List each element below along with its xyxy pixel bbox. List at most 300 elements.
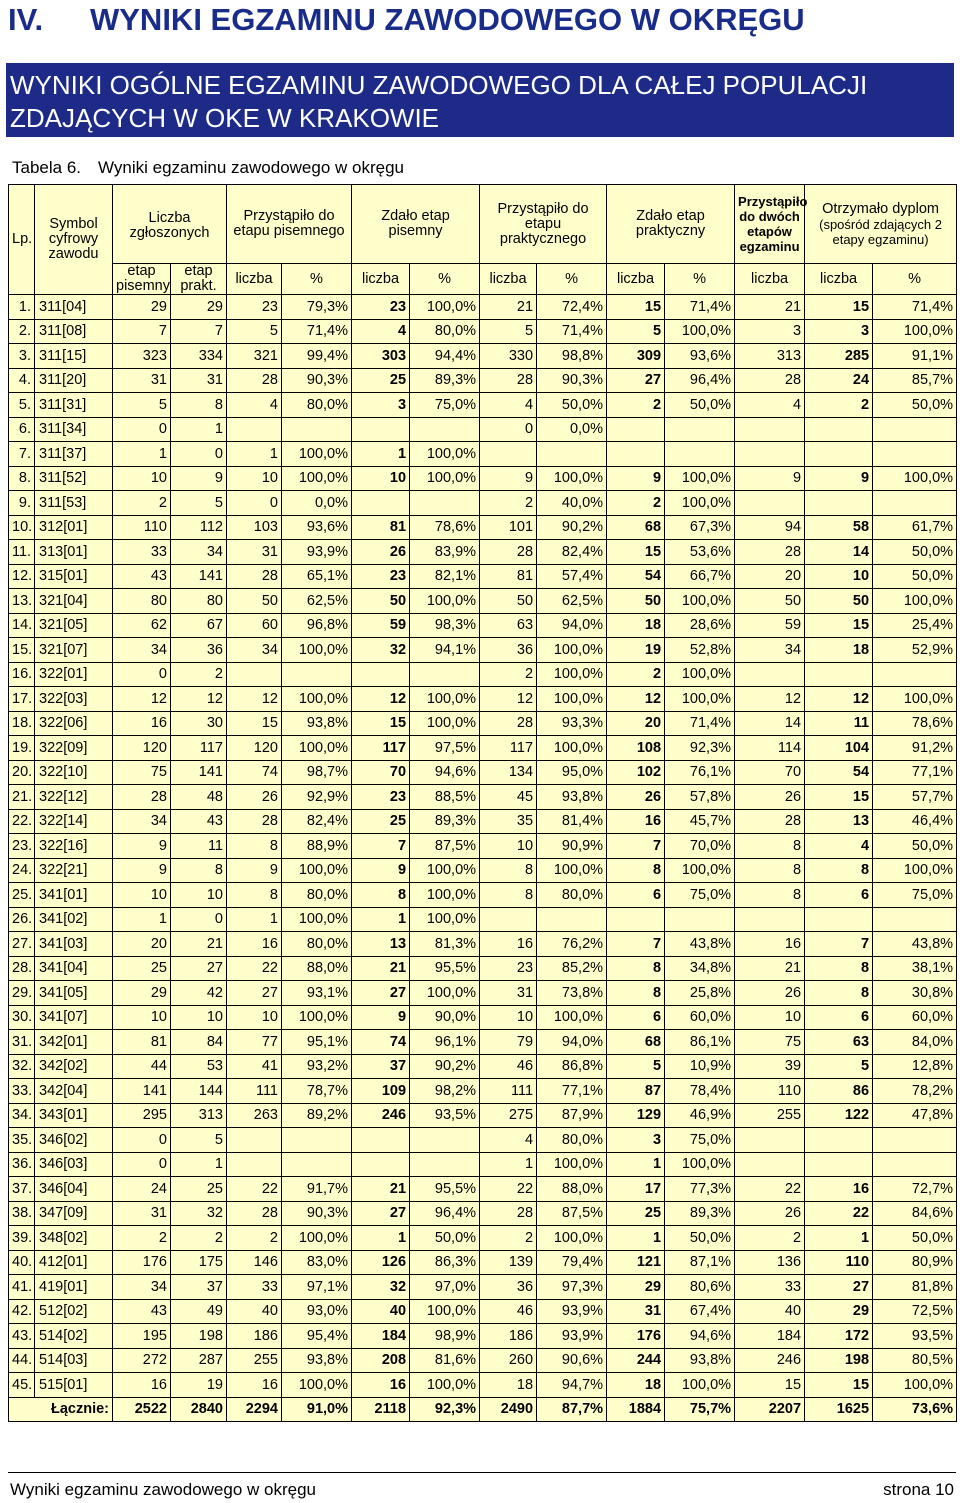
table-cell: 100,0% [282, 1226, 352, 1251]
table-cell: 82,4% [282, 809, 352, 834]
section-heading [8, 2, 805, 38]
table-cell: 97,1% [282, 1275, 352, 1300]
table-cell: 100,0% [282, 466, 352, 491]
table-cell: 8 [735, 834, 805, 859]
table-cell: 85,7% [873, 368, 957, 393]
table-cell: 100,0% [282, 907, 352, 932]
table-cell: 81,8% [873, 1275, 957, 1300]
table-cell: 112 [171, 515, 227, 540]
table-row [9, 1275, 957, 1300]
table-cell: 100,0% [665, 319, 735, 344]
row-number: 10. [9, 515, 35, 540]
table-cell: 100,0% [537, 858, 607, 883]
table-cell: 81,6% [410, 1348, 480, 1373]
table-cell: 77 [227, 1030, 282, 1055]
row-number: 4. [9, 368, 35, 393]
table-row [9, 1177, 957, 1202]
table-cell: 16 [352, 1373, 410, 1398]
table-row [9, 368, 957, 393]
table-cell: 63 [805, 1030, 873, 1055]
profession-symbol: 322[09] [35, 736, 113, 761]
table-cell: 117 [480, 736, 537, 761]
row-number: 38. [9, 1201, 35, 1226]
table-cell: 93,3% [537, 711, 607, 736]
table-cell: 5 [171, 491, 227, 516]
table-cell [282, 662, 352, 687]
table-cell: 100,0% [410, 883, 480, 908]
table-row [9, 1128, 957, 1153]
table-cell: 330 [480, 344, 537, 369]
table-cell: 15 [805, 613, 873, 638]
table-cell: 255 [735, 1103, 805, 1128]
table-cell: 85,2% [537, 956, 607, 981]
table-cell: 58 [805, 515, 873, 540]
table-cell: 8 [227, 834, 282, 859]
table-row [9, 981, 957, 1006]
table-cell: 54 [607, 564, 665, 589]
table-cell: 34,8% [665, 956, 735, 981]
table-cell: 50 [607, 589, 665, 614]
table-cell: 80,0% [282, 393, 352, 418]
table-cell: 16 [607, 809, 665, 834]
header-przystapilo-dwa-etapy: Przystąpiło do dwóch etapów egzaminu [735, 185, 805, 264]
table-cell: 50,0% [410, 1226, 480, 1251]
table-cell: 23 [352, 295, 410, 320]
table-cell: 23 [352, 785, 410, 810]
profession-symbol: 341[02] [35, 907, 113, 932]
table-cell: 16 [805, 1177, 873, 1202]
table-cell: 22 [480, 1177, 537, 1202]
row-number: 42. [9, 1299, 35, 1324]
row-number: 33. [9, 1079, 35, 1104]
profession-symbol: 515[01] [35, 1373, 113, 1398]
table-cell: 9 [805, 466, 873, 491]
table-cell [873, 1128, 957, 1153]
table-cell: 98,7% [282, 760, 352, 785]
table-cell: 67,4% [665, 1299, 735, 1324]
table-cell: 18 [607, 1373, 665, 1398]
table-cell: 88,9% [282, 834, 352, 859]
row-number: 18. [9, 711, 35, 736]
table-cell: 12 [607, 687, 665, 712]
row-number: 37. [9, 1177, 35, 1202]
table-cell [410, 662, 480, 687]
table-cell: 52,9% [873, 638, 957, 663]
table-row [9, 393, 957, 418]
table-cell: 94 [735, 515, 805, 540]
table-cell: 5 [805, 1054, 873, 1079]
table-row [9, 1103, 957, 1128]
profession-symbol: 311[34] [35, 417, 113, 442]
table-row [9, 883, 957, 908]
table-cell: 4 [735, 393, 805, 418]
table-cell: 88,0% [537, 1177, 607, 1202]
table-cell [607, 417, 665, 442]
table-cell: 10 [113, 1005, 171, 1030]
table-cell: 86 [805, 1079, 873, 1104]
table-cell: 141 [171, 760, 227, 785]
table-cell: 129 [607, 1103, 665, 1128]
table-cell: 28,6% [665, 613, 735, 638]
total-label: Łącznie: [9, 1397, 113, 1422]
table-cell: 8 [735, 858, 805, 883]
table-cell: 45,7% [665, 809, 735, 834]
table-cell: 5 [227, 319, 282, 344]
table-cell: 82,1% [410, 564, 480, 589]
table-cell [735, 442, 805, 467]
table-cell: 3 [607, 1128, 665, 1153]
table-cell: 21 [352, 1177, 410, 1202]
total-cell: 73,6% [873, 1397, 957, 1422]
table-row [9, 1348, 957, 1373]
table-cell: 10 [227, 1005, 282, 1030]
table-cell: 1 [171, 1152, 227, 1177]
table-cell: 87,5% [410, 834, 480, 859]
table-cell [805, 1152, 873, 1177]
table-cell: 42 [171, 981, 227, 1006]
row-number: 19. [9, 736, 35, 761]
table-cell: 186 [227, 1324, 282, 1349]
table-cell [805, 1128, 873, 1153]
table-cell [352, 662, 410, 687]
table-cell: 34 [735, 638, 805, 663]
table-row [9, 1324, 957, 1349]
table-cell: 50,0% [873, 1226, 957, 1251]
table-cell: 126 [352, 1250, 410, 1275]
table-cell: 321 [227, 344, 282, 369]
table-cell: 80 [113, 589, 171, 614]
table-cell: 50,0% [665, 1226, 735, 1251]
profession-symbol: 348[02] [35, 1226, 113, 1251]
total-cell: 1884 [607, 1397, 665, 1422]
table-row [9, 760, 957, 785]
total-cell: 2118 [352, 1397, 410, 1422]
table-cell: 110 [735, 1079, 805, 1104]
table-cell: 9 [113, 834, 171, 859]
table-cell: 8 [805, 956, 873, 981]
table-cell: 78,2% [873, 1079, 957, 1104]
table-cell: 70,0% [665, 834, 735, 859]
row-number: 43. [9, 1324, 35, 1349]
table-cell: 120 [113, 736, 171, 761]
row-number: 45. [9, 1373, 35, 1398]
table-cell: 97,0% [410, 1275, 480, 1300]
total-cell: 2490 [480, 1397, 537, 1422]
total-cell: 2207 [735, 1397, 805, 1422]
table-cell: 100,0% [665, 1373, 735, 1398]
table-cell: 285 [805, 344, 873, 369]
profession-symbol: 311[31] [35, 393, 113, 418]
table-cell: 29 [607, 1275, 665, 1300]
table-cell: 75 [735, 1030, 805, 1055]
table-cell: 96,4% [665, 368, 735, 393]
table-cell: 22 [735, 1177, 805, 1202]
table-row [9, 466, 957, 491]
table-cell: 80,5% [873, 1348, 957, 1373]
table-cell: 8 [227, 883, 282, 908]
table-cell [665, 442, 735, 467]
table-cell: 0 [113, 1152, 171, 1177]
row-number: 13. [9, 589, 35, 614]
table-cell: 100,0% [873, 1373, 957, 1398]
table-cell: 88,0% [282, 956, 352, 981]
header-otrzymalo [805, 185, 957, 264]
total-cell: 87,7% [537, 1397, 607, 1422]
profession-symbol: 341[04] [35, 956, 113, 981]
table-cell: 80,0% [410, 319, 480, 344]
table-cell: 10 [171, 1005, 227, 1030]
table-cell: 100,0% [873, 466, 957, 491]
table-cell: 89,3% [410, 809, 480, 834]
table-cell: 334 [171, 344, 227, 369]
table-cell: 45 [480, 785, 537, 810]
table-cell: 0 [113, 1128, 171, 1153]
table-cell: 71,4% [537, 319, 607, 344]
table-cell: 287 [171, 1348, 227, 1373]
table-cell: 4 [805, 834, 873, 859]
table-cell: 117 [171, 736, 227, 761]
table-row [9, 417, 957, 442]
table-cell: 34 [171, 540, 227, 565]
table-row [9, 1250, 957, 1275]
table-cell: 46 [480, 1054, 537, 1079]
table-cell [352, 491, 410, 516]
table-cell: 20 [113, 932, 171, 957]
table-cell: 94,4% [410, 344, 480, 369]
table-cell: 80,0% [282, 932, 352, 957]
table-cell: 31 [480, 981, 537, 1006]
table-cell: 111 [480, 1079, 537, 1104]
table-cell: 71,4% [665, 711, 735, 736]
table-cell: 93,6% [665, 344, 735, 369]
subheader-cell: liczba [735, 264, 805, 295]
table-cell: 27 [171, 956, 227, 981]
table-cell: 9 [480, 466, 537, 491]
table-cell: 80,9% [873, 1250, 957, 1275]
table-cell [735, 907, 805, 932]
table-cell: 9 [352, 858, 410, 883]
table-cell: 33 [735, 1275, 805, 1300]
table-cell: 78,4% [665, 1079, 735, 1104]
table-cell: 23 [227, 295, 282, 320]
table-cell: 9 [352, 1005, 410, 1030]
table-cell: 40 [735, 1299, 805, 1324]
table-cell: 36 [480, 1275, 537, 1300]
table-cell: 91,7% [282, 1177, 352, 1202]
table-cell: 100,0% [282, 638, 352, 663]
profession-symbol: 341[07] [35, 1005, 113, 1030]
table-cell: 186 [480, 1324, 537, 1349]
table-cell: 71,4% [665, 295, 735, 320]
table-cell: 62,5% [537, 589, 607, 614]
header-etap-pisemny: etap pisemny [113, 264, 171, 295]
table-cell: 100,0% [410, 466, 480, 491]
table-cell: 100,0% [665, 858, 735, 883]
profession-symbol: 311[52] [35, 466, 113, 491]
row-number: 22. [9, 809, 35, 834]
table-cell: 79,4% [537, 1250, 607, 1275]
table-cell: 71,4% [282, 319, 352, 344]
row-number: 35. [9, 1128, 35, 1153]
row-number: 16. [9, 662, 35, 687]
row-number: 39. [9, 1226, 35, 1251]
row-number: 27. [9, 932, 35, 957]
table-cell: 100,0% [537, 687, 607, 712]
table-cell: 40 [227, 1299, 282, 1324]
table-cell: 27 [805, 1275, 873, 1300]
table-cell: 9 [113, 858, 171, 883]
table-cell: 100,0% [282, 1005, 352, 1030]
table-cell: 198 [171, 1324, 227, 1349]
table-cell: 13 [352, 932, 410, 957]
table-cell: 31 [607, 1299, 665, 1324]
table-cell: 57,8% [665, 785, 735, 810]
total-cell: 92,3% [410, 1397, 480, 1422]
table-row [9, 1299, 957, 1324]
table-cell: 141 [113, 1079, 171, 1104]
table-cell: 76,1% [665, 760, 735, 785]
table-cell: 60,0% [873, 1005, 957, 1030]
table-cell: 79 [480, 1030, 537, 1055]
table-cell: 15 [607, 295, 665, 320]
table-cell: 28 [113, 785, 171, 810]
table-cell: 100,0% [282, 687, 352, 712]
table-cell: 21 [735, 956, 805, 981]
profession-symbol: 341[03] [35, 932, 113, 957]
table-cell: 84,0% [873, 1030, 957, 1055]
total-cell: 75,7% [665, 1397, 735, 1422]
table-cell: 46,9% [665, 1103, 735, 1128]
table-cell: 71,4% [873, 295, 957, 320]
subheader-cell: % [410, 264, 480, 295]
header-zdalo-praktyczny: Zdało etap praktyczny [607, 185, 735, 264]
table-cell: 103 [227, 515, 282, 540]
table-cell: 75,0% [665, 1128, 735, 1153]
table-cell: 10 [171, 883, 227, 908]
table-row [9, 1201, 957, 1226]
table-cell: 73,8% [537, 981, 607, 1006]
table-cell: 86,1% [665, 1030, 735, 1055]
table-cell: 146 [227, 1250, 282, 1275]
subheading: WYNIKI OGÓLNE EGZAMINU ZAWODOWEGO DLA CAŁEJ POPULACJI ZDAJĄCYCH W OKE W KRAKOWIE [10, 70, 868, 133]
table-cell: 40 [352, 1299, 410, 1324]
table-cell [735, 1152, 805, 1177]
table-cell: 91,1% [873, 344, 957, 369]
table-cell: 96,8% [282, 613, 352, 638]
table-cell: 1 [113, 442, 171, 467]
table-row [9, 1226, 957, 1251]
table-cell: 21 [735, 295, 805, 320]
table-cell: 60,0% [665, 1005, 735, 1030]
table-row [9, 491, 957, 516]
table-cell: 83,0% [282, 1250, 352, 1275]
table-cell: 10 [735, 1005, 805, 1030]
table-cell [873, 662, 957, 687]
profession-symbol: 322[14] [35, 809, 113, 834]
table-cell: 93,8% [282, 1348, 352, 1373]
table-body [9, 295, 957, 1422]
table-cell [227, 1152, 282, 1177]
table-row [9, 1152, 957, 1177]
table-cell: 79,3% [282, 295, 352, 320]
table-cell: 4 [480, 393, 537, 418]
table-cell: 90,0% [410, 1005, 480, 1030]
table-cell: 68 [607, 1030, 665, 1055]
table-cell [873, 442, 957, 467]
table-cell [873, 417, 957, 442]
table-cell [352, 1128, 410, 1153]
row-number: 24. [9, 858, 35, 883]
table-caption-label: Tabela 6. [12, 158, 81, 177]
table-cell: 6 [805, 1005, 873, 1030]
profession-symbol: 346[03] [35, 1152, 113, 1177]
table-cell: 32 [171, 1201, 227, 1226]
table-cell: 100,0% [665, 1152, 735, 1177]
profession-symbol: 512[02] [35, 1299, 113, 1324]
subheader-cell: % [873, 264, 957, 295]
profession-symbol: 341[05] [35, 981, 113, 1006]
table-cell: 82,4% [537, 540, 607, 565]
profession-symbol: 322[10] [35, 760, 113, 785]
profession-symbol: 419[01] [35, 1275, 113, 1300]
table-cell: 5 [607, 1054, 665, 1079]
table-cell: 36 [480, 638, 537, 663]
table-cell: 63 [480, 613, 537, 638]
table-cell: 100,0% [410, 1299, 480, 1324]
table-cell: 121 [607, 1250, 665, 1275]
table-cell: 70 [352, 760, 410, 785]
table-cell: 272 [113, 1348, 171, 1373]
table-cell: 184 [735, 1324, 805, 1349]
table-cell: 100,0% [873, 687, 957, 712]
table-cell: 1 [480, 1152, 537, 1177]
table-cell: 100,0% [537, 1226, 607, 1251]
row-number: 29. [9, 981, 35, 1006]
table-cell: 89,3% [410, 368, 480, 393]
table-cell: 95,4% [282, 1324, 352, 1349]
table-cell: 16 [113, 1373, 171, 1398]
table-cell: 81,4% [537, 809, 607, 834]
table-cell: 1 [352, 1226, 410, 1251]
table-cell: 9 [607, 466, 665, 491]
table-cell: 22 [227, 1177, 282, 1202]
table-cell: 175 [171, 1250, 227, 1275]
table-cell [607, 907, 665, 932]
table-cell [805, 491, 873, 516]
table-cell: 68 [607, 515, 665, 540]
table-row [9, 956, 957, 981]
table-cell [282, 1152, 352, 1177]
subheader-cell: % [665, 264, 735, 295]
table-cell: 9 [227, 858, 282, 883]
table-cell: 50,0% [665, 393, 735, 418]
table-cell: 93,9% [537, 1299, 607, 1324]
table-cell: 8 [607, 858, 665, 883]
profession-symbol: 322[06] [35, 711, 113, 736]
row-number: 20. [9, 760, 35, 785]
table-cell: 95,1% [282, 1030, 352, 1055]
row-number: 7. [9, 442, 35, 467]
table-cell: 16 [480, 932, 537, 957]
table-cell [282, 1128, 352, 1153]
footer-rule [8, 1472, 956, 1473]
table-cell: 100,0% [410, 295, 480, 320]
table-cell: 12 [735, 687, 805, 712]
table-cell: 28 [735, 368, 805, 393]
table-cell: 93,8% [282, 711, 352, 736]
table-cell: 8 [607, 956, 665, 981]
row-number: 2. [9, 319, 35, 344]
